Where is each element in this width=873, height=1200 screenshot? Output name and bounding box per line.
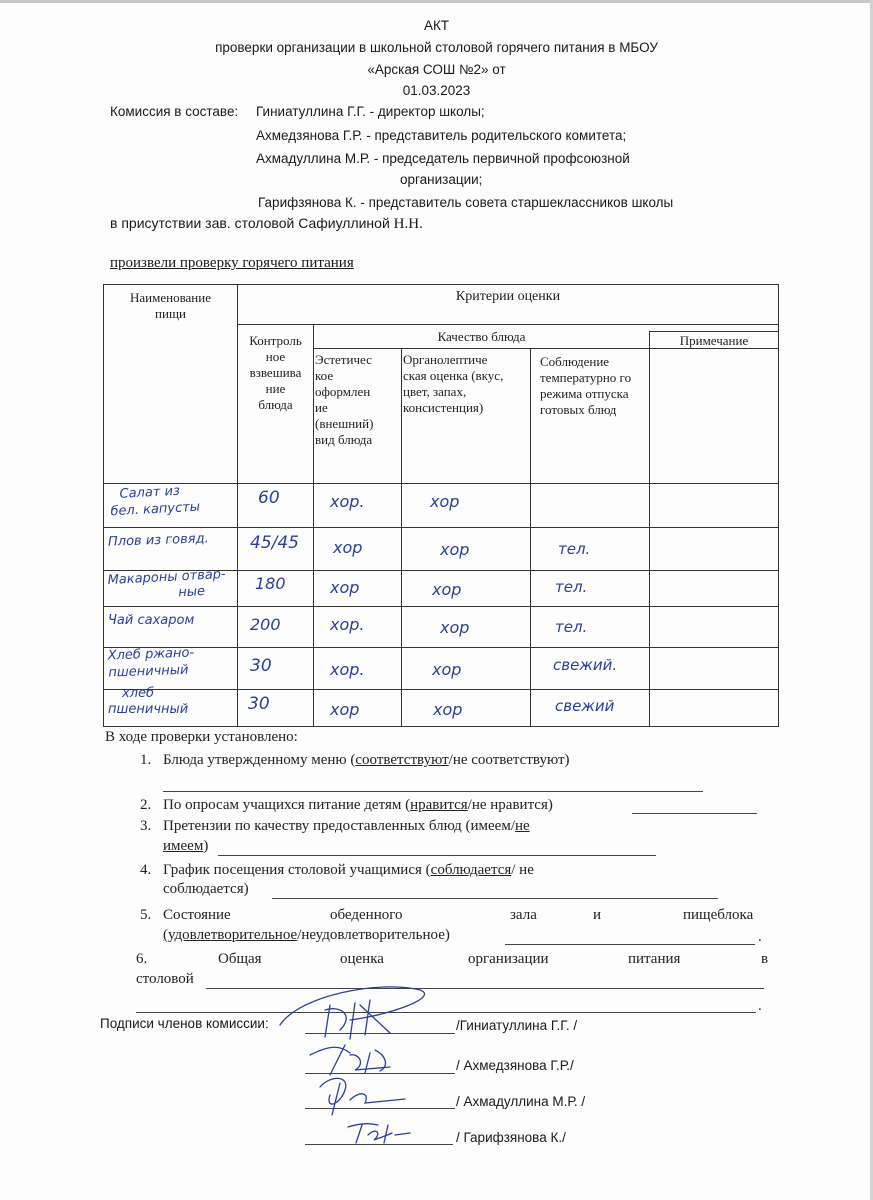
doc-subtitle: проверки организации в школьной столовой горячего питания в МБОУ — [215, 40, 658, 55]
finding-6-dot: . — [758, 998, 762, 1014]
finding-4-cont: соблюдается) — [163, 881, 249, 897]
row-4-temp: тел. — [555, 618, 588, 636]
finding-5-dot: . — [758, 929, 762, 945]
row-4-aesthetic: хор. — [330, 615, 365, 634]
row-3-temp: тел. — [555, 578, 588, 596]
header-aesthetic: Эстетичес кое оформлен ие (внешний) вид блюда — [315, 352, 374, 447]
row-6-dish: хлеб пшеничный — [108, 686, 189, 717]
finding-5-w2: обеденного — [330, 907, 403, 923]
row-2-weight: 45/45 — [250, 533, 299, 553]
finding-6-w1: Общая — [218, 951, 262, 967]
finding-6-w2: оценка — [340, 951, 384, 967]
row-3-aesthetic: хор — [330, 578, 360, 597]
row-1-aesthetic: хор. — [330, 492, 365, 511]
row-3-weight: 180 — [255, 574, 286, 593]
finding-6-w5: в — [761, 951, 769, 967]
header-control-weighing: Контроль ное взвешива ние блюда — [249, 333, 302, 412]
row-2-temp: тел. — [558, 540, 591, 558]
row-1-organoleptic: хор — [430, 492, 460, 511]
signature-name-4: / Гарифзянова К./ — [456, 1130, 566, 1145]
commission-member-3: Ахмадуллина М.Р. - председатель первичной профсоюзной — [256, 151, 630, 166]
signature-name-1: /Гиниатуллина Г.Г. / — [456, 1018, 578, 1033]
finding-3-number: 3. — [140, 818, 152, 834]
row-1-dish: Салат из бел. капусты — [110, 483, 201, 520]
doc-title: АКТ — [423, 18, 450, 33]
header-note: Примечание — [679, 333, 749, 348]
row-3-organoleptic: хор — [432, 580, 462, 599]
finding-5-w3: зала — [510, 907, 537, 923]
row-3-dish: Макароны отвар- ные — [107, 566, 227, 601]
finding-5-w1: Состояние — [163, 907, 231, 923]
intro-text: произвели проверку горячего питания — [110, 255, 354, 271]
row-6-organoleptic: хор — [433, 700, 463, 719]
header-temperature: Соблюдение температурно го режима отпуска готовых блюд — [540, 354, 632, 417]
finding-5-cont: (удовлетворительное/неудовлетворительное) — [163, 927, 450, 943]
finding-2-blank — [632, 813, 757, 814]
row-6-weight: 30 — [248, 694, 270, 714]
row-1-weight: 60 — [258, 488, 280, 508]
row-4-organoleptic: хор — [440, 618, 470, 637]
header-quality: Качество блюда — [437, 329, 526, 344]
finding-4-number: 4. — [140, 862, 152, 878]
finding-5-w5: пищеблока — [683, 907, 754, 923]
finding-1-blank — [163, 791, 703, 792]
handwritten-signatures — [270, 975, 470, 1165]
row-5-weight: 30 — [250, 656, 272, 676]
finding-6-number: 6. — [136, 951, 148, 967]
commission-member-2: Ахмедзянова Г.Р. - представитель родительского комитета; — [256, 128, 627, 143]
finding-3-cont: имеем) — [163, 838, 209, 854]
commission-member-1: Гиниатуллина Г.Г. - директор школы; — [256, 104, 485, 119]
row-2-aesthetic: хор — [333, 538, 363, 557]
row-5-aesthetic: хор. — [330, 660, 365, 679]
finding-4: График посещения столовой учащимися (соблюдается/ не — [163, 862, 534, 878]
finding-6-w4: питания — [628, 951, 681, 967]
row-4-dish: Чай сахаром — [108, 613, 195, 628]
commission-member-4: Гарифзянова К. - представитель совета старшеклассников школы — [258, 195, 674, 210]
finding-5-blank — [505, 944, 755, 945]
row-5-organoleptic: хор — [432, 660, 462, 679]
signatures-label: Подписи членов комиссии: — [100, 1016, 269, 1031]
finding-1-number: 1. — [140, 752, 152, 768]
row-5-dish: Хлеб ржано- пшеничный — [107, 645, 195, 681]
finding-6-cont: столовой — [136, 971, 194, 987]
finding-5-w4: и — [593, 907, 602, 923]
finding-1: Блюда утвержденному меню (соответствуют/не соответствуют) — [163, 752, 570, 768]
presence-line: в присутствии зав. столовой Сафиуллиной Н.Н. — [110, 215, 423, 232]
header-criteria: Критерии оценки — [455, 289, 561, 304]
commission-member-3-cont: организации; — [400, 172, 483, 187]
findings-intro: В ходе проверки установлено: — [105, 729, 298, 745]
row-5-temp: свежий. — [553, 656, 618, 674]
row-2-organoleptic: хор — [440, 540, 470, 559]
row-4-weight: 200 — [250, 615, 281, 634]
row-6-aesthetic: хор — [330, 700, 360, 719]
school-name: «Арская СОШ №2» от — [367, 62, 506, 77]
row-6-temp: свежий — [555, 697, 615, 715]
finding-5-number: 5. — [140, 907, 152, 923]
row-2-dish: Плов из говяд. — [107, 531, 209, 550]
finding-2: По опросам учащихся питание детям (нравится/не нравится) — [163, 797, 553, 813]
finding-4-blank — [272, 898, 718, 899]
header-dish-name: Наименование пищи — [130, 290, 211, 321]
header-organoleptic: Органолептиче ская оценка (вкус, цвет, запах, консистенция) — [403, 352, 504, 415]
signature-name-3: / Ахмадуллина М.Р. / — [456, 1094, 586, 1109]
finding-3: Претензии по качеству предоставленных блюд (имеем/не — [163, 818, 530, 834]
signature-name-2: / Ахмедзянова Г.Р./ — [456, 1058, 574, 1073]
finding-3-blank — [218, 855, 656, 856]
finding-6-w3: организации — [468, 951, 549, 967]
doc-date: 01.03.2023 — [402, 83, 471, 98]
finding-2-number: 2. — [140, 797, 152, 813]
commission-label: Комиссия в составе: — [110, 104, 239, 119]
scan-top-edge — [0, 0, 873, 3]
